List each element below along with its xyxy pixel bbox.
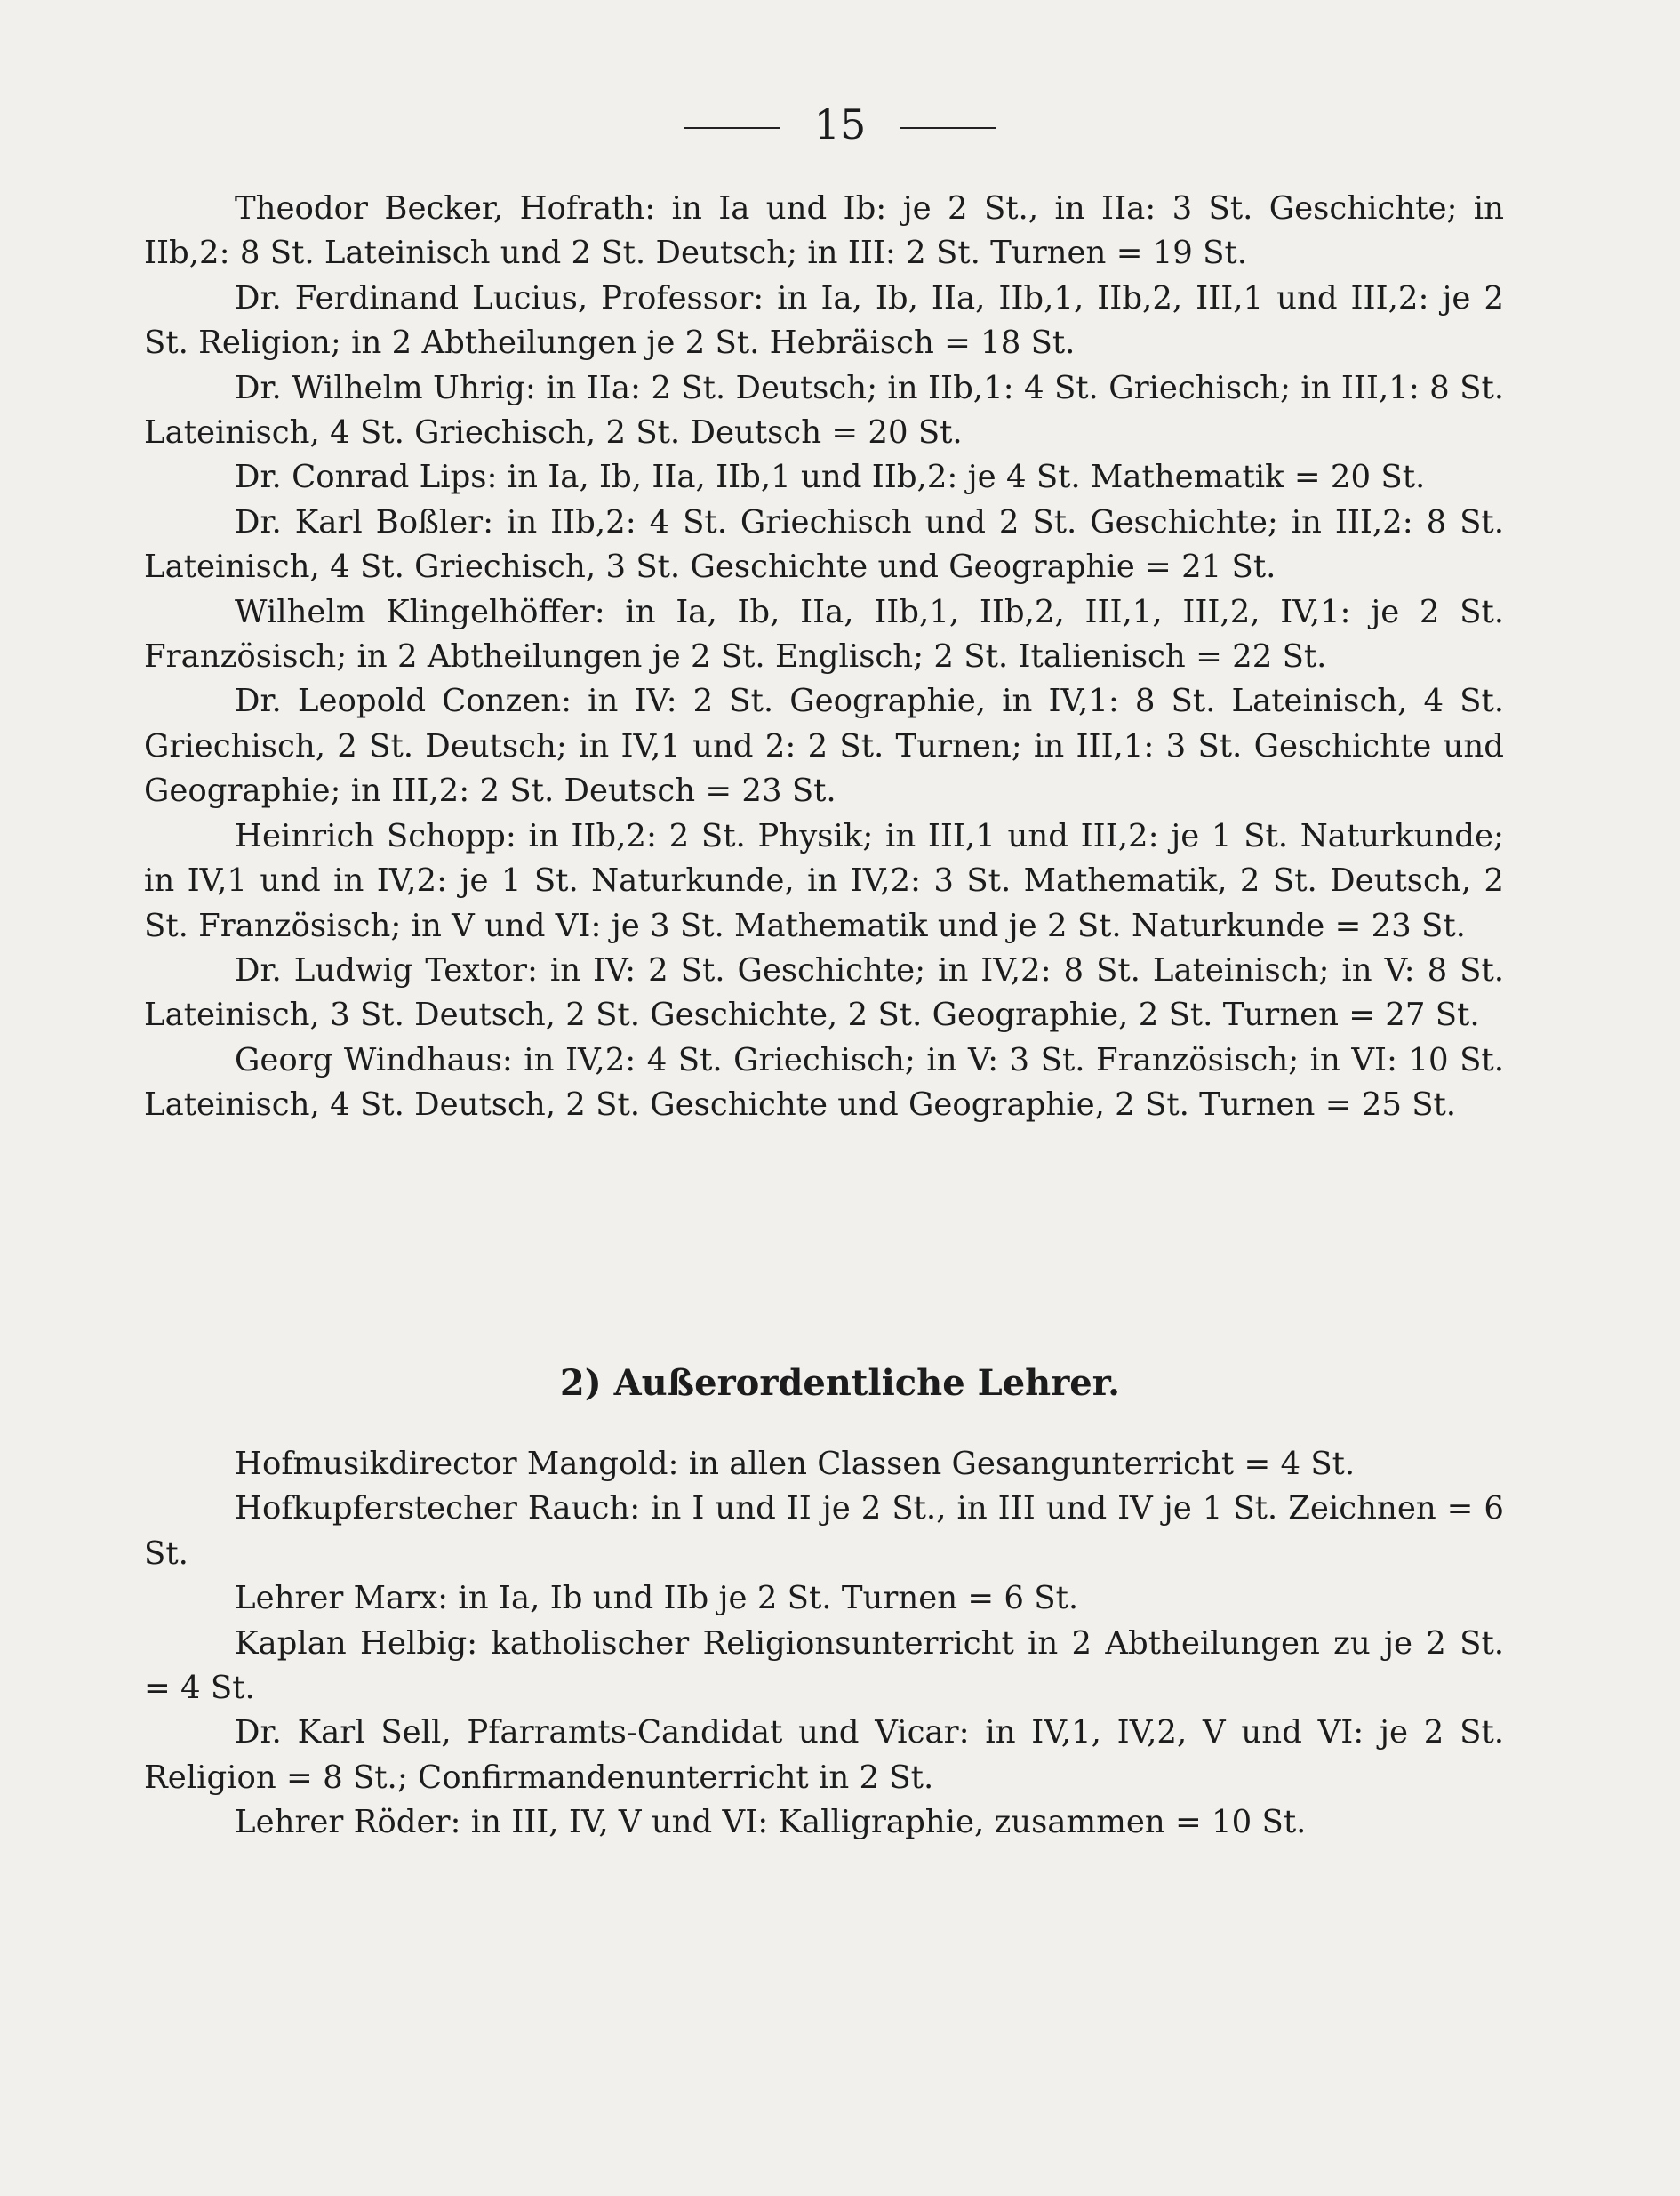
teacher-entry: Wilhelm Klingelhöffer: in Ia, Ib, IIa, IIb,1, IIb,2, III,1, III,2, IV,1: je 2 St. Französisch; in 2 Abtheilungen je 2 St. Englisch; 2 St. Italienisch = 22 St.: [144, 593, 1504, 676]
teacher-entry: Lehrer Röder: in III, IV, V und VI: Kalligraphie, zusammen = 10 St.: [235, 1804, 1307, 1841]
page-header: [0, 100, 1680, 149]
teacher-entry: Georg Windhaus: in IV,2: 4 St. Griechisch; in V: 3 St. Französisch; in VI: 10 St. Lateinisch, 4 St. Deutsch, 2 St. Geschichte und Geographie, 2 St. Turnen = 25 St.: [144, 1041, 1504, 1124]
header-rule-left: [684, 127, 780, 129]
extraordinary-teachers-list: [144, 1442, 1504, 1846]
teacher-entry: Hofkupferstecher Rauch: in I und II je 2 St., in III und IV je 1 St. Zeichnen = 6 St.: [144, 1490, 1504, 1572]
section-heading: 2) Außerordentliche Lehrer.: [559, 1362, 1121, 1404]
page-number: 15: [813, 100, 867, 148]
ordinary-teachers-list: [144, 187, 1504, 1128]
teacher-entry: Dr. Leopold Conzen: in IV: 2 St. Geographie, in IV,1: 8 St. Lateinisch, 4 St. Griechisch, 2 St. Deutsch; in IV,1 und 2: 2 St. Turnen; in III,1: 3 St. Geschichte und Geographie; in III,2: 2 St. Deutsch = 23 St.: [144, 683, 1504, 810]
teacher-entry: Kaplan Helbig: katholischer Religionsunterricht in 2 Abtheilungen zu je 2 St. = 4 St.: [144, 1624, 1504, 1707]
teacher-entry: Heinrich Schopp: in IIb,2: 2 St. Physik; in III,1 und III,2: je 1 St. Naturkunde; in IV,1 und in IV,2: je 1 St. Naturkunde, in IV,2: 3 St. Mathematik, 2 St. Deutsch, 2 St. Französisch; in V und VI: je 3 St. Mathematik und je 2 St. Naturkunde = 23 St.: [144, 817, 1504, 944]
teacher-entry: Dr. Wilhelm Uhrig: in IIa: 2 St. Deutsch; in IIb,1: 4 St. Griechisch; in III,1: 8 St. Lateinisch, 4 St. Griechisch, 2 St. Deutsch = 20 St.: [144, 369, 1504, 452]
teacher-entry: Theodor Becker, Hofrath: in Ia und Ib: je 2 St., in IIa: 3 St. Geschichte; in IIb,2: 8 St. Lateinisch und 2 St. Deutsch; in III: 2 St. Turnen = 19 St.: [144, 190, 1504, 272]
teacher-entry: Dr. Conrad Lips: in Ia, Ib, IIa, IIb,1 und IIb,2: je 4 St. Mathematik = 20 St.: [235, 459, 1426, 496]
teacher-entry: Dr. Karl Boßler: in IIb,2: 4 St. Griechisch und 2 St. Geschichte; in III,2: 8 St. Lateinisch, 4 St. Griechisch, 3 St. Geschichte und Geographie = 21 St.: [144, 503, 1504, 586]
teacher-entry: Dr. Ludwig Textor: in IV: 2 St. Geschichte; in IV,2: 8 St. Lateinisch; in V: 8 St. Lateinisch, 3 St. Deutsch, 2 St. Geschichte, 2 St. Geographie, 2 St. Turnen = 27 St.: [144, 951, 1504, 1034]
header-rule-right: [900, 127, 996, 129]
teacher-entry: Dr. Ferdinand Lucius, Professor: in Ia, Ib, IIa, IIb,1, IIb,2, III,1 und III,2: je 2 St. Religion; in 2 Abtheilungen je 2 St. Hebräisch = 18 St.: [144, 279, 1504, 362]
teacher-entry: Hofmusikdirector Mangold: in allen Classen Gesangunterricht = 4 St.: [235, 1446, 1356, 1482]
teacher-entry: Dr. Karl Sell, Pfarramts-Candidat und Vicar: in IV,1, IV,2, V und VI: je 2 St. Religion = 8 St.; Confirmandenunterricht in 2 St.: [144, 1714, 1504, 1796]
teacher-entry: Lehrer Marx: in Ia, Ib und IIb je 2 St. Turnen = 6 St.: [235, 1580, 1079, 1617]
